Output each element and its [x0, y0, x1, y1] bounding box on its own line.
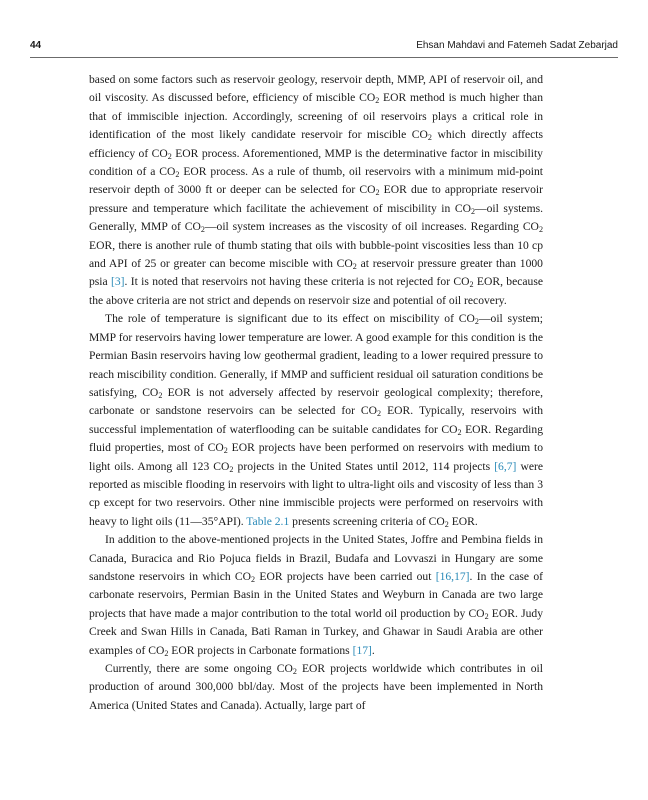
- text-run: EOR due to appropriate reservoir pressure and temperature which facilitate the achievement of miscibility in CO: [89, 183, 543, 215]
- text-run: were reported as miscible flooding in reservoirs with light to ultra-light oils and viscosity of less than 3 cp except for two reservoirs. Other nine immiscible projects were performed on reservoirs with heavy to light oils (11—35°API).: [89, 459, 543, 528]
- text-run: Currently, there are some ongoing CO: [105, 662, 293, 675]
- subscript: 2: [223, 446, 228, 456]
- paragraph: [89, 71, 543, 310]
- body-text: [89, 71, 543, 715]
- text-run: .: [371, 643, 375, 657]
- text-run: EOR projects have been carried out: [255, 569, 436, 583]
- text-run: at reservoir pressure greater than 1000 psia: [89, 257, 543, 289]
- text-run: —oil system increases as the viscosity of oil increases. Regarding CO: [204, 220, 539, 234]
- text-run: projects in the United States until 2012, 114 projects: [233, 459, 495, 473]
- subscript: 2: [538, 225, 543, 235]
- text-run: based on some factors such as reservoir geology, reservoir depth, MMP, API of reservoir oil, and oil viscosity. As discussed before, efficiency of miscible CO: [89, 73, 543, 105]
- subscript: 2: [167, 151, 172, 161]
- subscript: 2: [158, 390, 163, 400]
- subscript: 2: [377, 409, 382, 419]
- citation-link[interactable]: [17]: [352, 643, 372, 657]
- subscript: 2: [470, 206, 476, 216]
- paragraph: [89, 660, 543, 715]
- citation-link[interactable]: [3]: [111, 275, 125, 289]
- subscript: 2: [292, 667, 297, 677]
- text-run: which directly affects efficiency of CO: [89, 128, 543, 160]
- subscript: 2: [175, 170, 180, 180]
- text-run: EOR. Typically, reservoirs with successful implementation of waterflooding can be suitable candidates for CO: [89, 404, 544, 436]
- text-run: EOR projects worldwide which contributes in oil production of around 300,000 bbl/day. Most of the projects have been implemented in North America (United States and Canada). Actually, large part of: [89, 662, 543, 712]
- page-number: 44: [30, 40, 42, 51]
- text-run: EOR.: [448, 514, 478, 528]
- text-run: EOR, there is another rule of thumb stating that oils with bubble-point viscosities less than 10 cp and API of 25 or greater can become miscible with CO: [89, 238, 543, 271]
- text-run: EOR projects in Carbonate formations: [168, 643, 353, 657]
- text-run: EOR method is much higher than that of immiscible injection. Accordingly, screening of oil reservoirs plays a critical role in identification of the most likely candidate reservoir for miscible CO: [89, 91, 543, 142]
- citation-link[interactable]: Table 2.1: [246, 514, 290, 528]
- citation-link[interactable]: [6,7]: [494, 459, 517, 473]
- subscript: 2: [200, 225, 205, 235]
- text-run: . It is noted that reservoirs not having these criteria is not rejected for CO: [124, 275, 470, 289]
- text-run: EOR process. As a rule of thumb, oil reservoirs with a minimum mid-point reservoir depth of 3000 ft or deeper can be selected for CO: [89, 165, 543, 197]
- running-head: Ehsan Mahdavi and Fatemeh Sadat Zebarjad: [416, 40, 618, 51]
- header-rule: [30, 57, 618, 58]
- text-run: EOR is not adversely affected by reservoir geological complexity; therefore, carbonate or sandstone reservoirs can be selected for CO: [89, 385, 543, 418]
- text-run: In addition to the above-mentioned projects in the United States, Joffre and Pembina fields in Canada, Buracica and Rio Pojuca fields in Brazil, Budafa and Lovvaszi in Hungary are some sandstone reservoirs in which CO: [89, 533, 543, 583]
- text-run: EOR. Regarding fluid properties, most of CO: [89, 422, 543, 455]
- subscript: 2: [375, 188, 380, 198]
- text-run: EOR. Judy Creek and Swan Hills in Canada, Bati Raman in Turkey, and Ghawar in Saudi Arabia are other examples of CO: [89, 606, 543, 657]
- subscript: 2: [251, 574, 256, 584]
- subscript: 2: [375, 96, 380, 106]
- text-run: EOR process. Aforementioned, MMP is the determinative factor in miscibility condition of a CO: [89, 146, 543, 179]
- subscript: 2: [352, 262, 357, 272]
- text-run: EOR, because the above criteria are not strict and depends on reservoir size and potential of oil recovery.: [89, 275, 544, 307]
- text-run: . In the case of carbonate reservoirs, Permian Basin in the United States and Weyburn in Canada are two large projects that have made a major contribution to the total world oil production by CO: [89, 569, 543, 620]
- subscript: 2: [164, 648, 169, 658]
- subscript: 2: [457, 427, 462, 437]
- text-run: —oil system; MMP for reservoirs having lower temperature are lower. A good example for this condition is the Permian Basin reservoirs having low geothermal gradient, leading to a lower required pressure to reach miscibility condition. Generally, if MMP and sufficient residual oil saturation conditions be satisfying, CO: [89, 312, 543, 399]
- paragraph: [89, 531, 543, 660]
- subscript: 2: [484, 611, 489, 621]
- text-run: —oil systems. Generally, MMP of CO: [89, 201, 544, 234]
- citation-link[interactable]: [16,17]: [435, 569, 470, 583]
- page-header: [30, 40, 618, 56]
- subscript: 2: [469, 280, 474, 290]
- text-run: presents screening criteria of CO: [289, 514, 445, 528]
- paragraph: [89, 310, 543, 531]
- text-run: EOR projects have been performed on reservoirs with medium to light oils. Among all 123 CO: [89, 441, 543, 473]
- subscript: 2: [427, 133, 432, 143]
- subscript: 2: [229, 464, 234, 474]
- subscript: 2: [444, 519, 449, 529]
- subscript: 2: [474, 317, 479, 327]
- text-run: The role of temperature is significant due to its effect on miscibility of CO: [105, 312, 475, 326]
